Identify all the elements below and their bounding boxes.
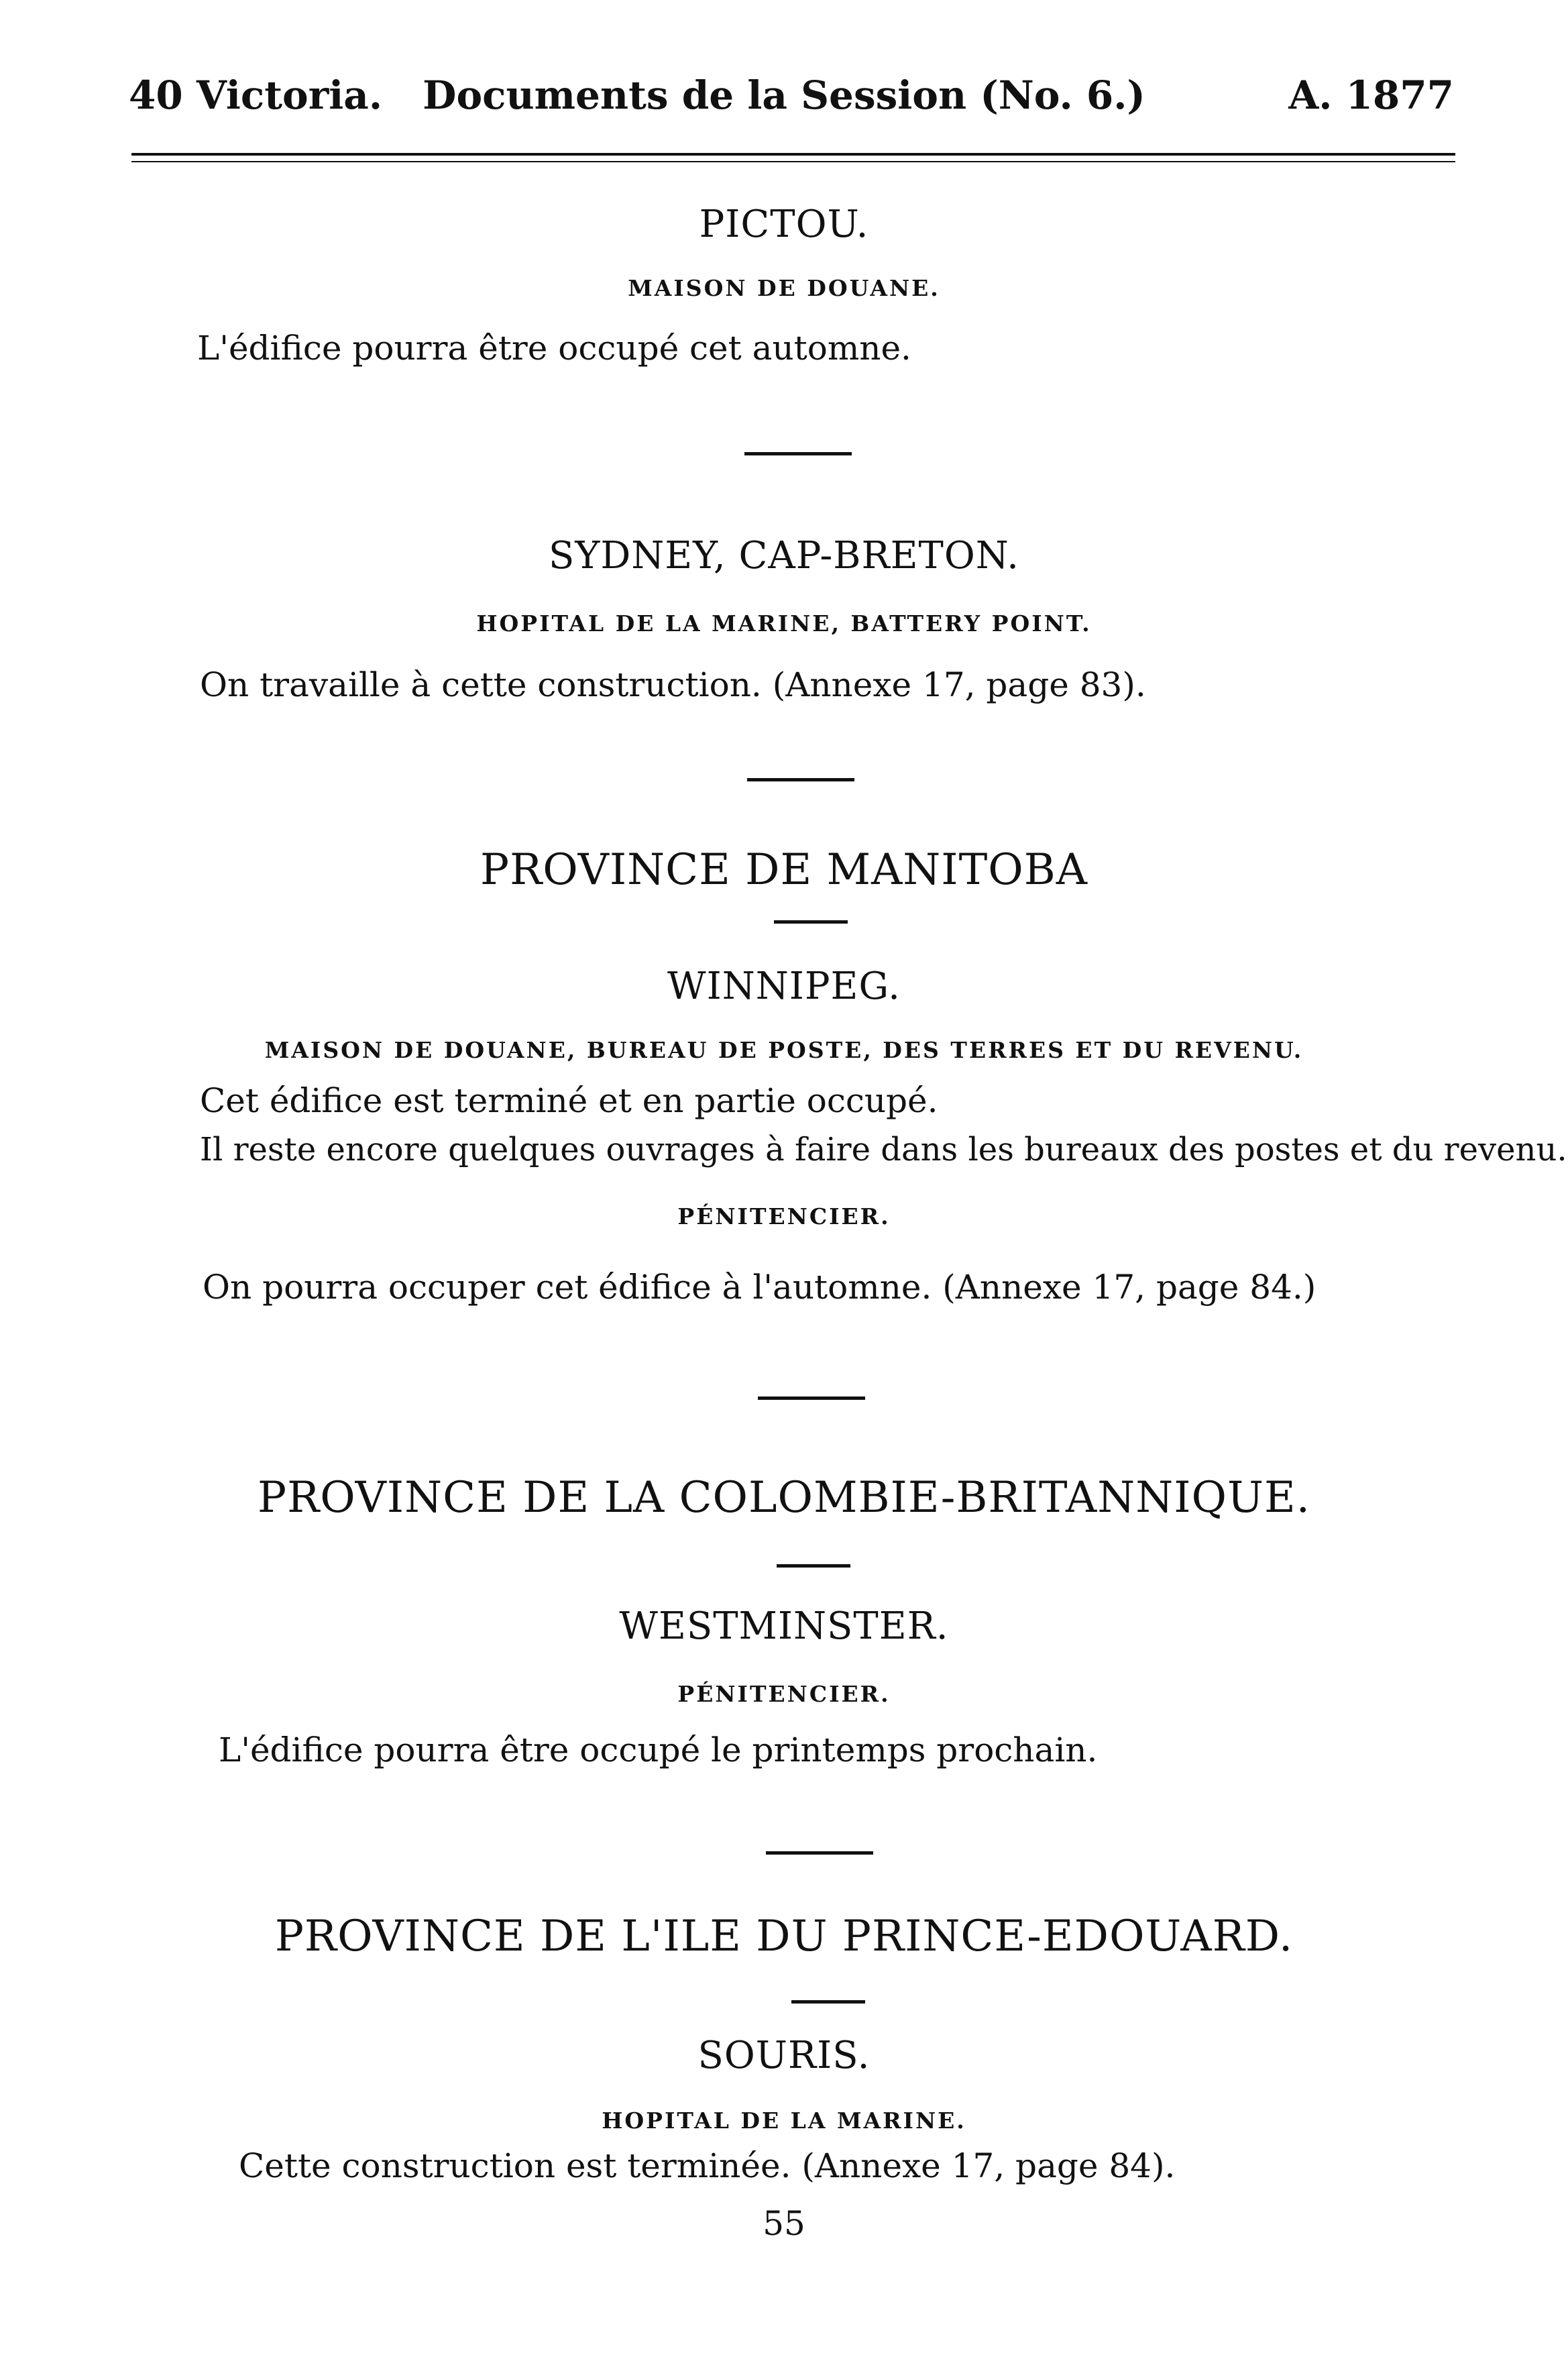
section-divider — [766, 1851, 873, 1855]
paragraph-winnipeg-1: Cet édifice est terminé et en partie occupé. — [200, 1081, 938, 1120]
paragraph-winnipeg-2: Il reste encore quelques ouvrages à faire dans les bureaux des postes et du revenu. — [200, 1131, 1567, 1168]
province-divider — [774, 920, 848, 924]
place-heading-sydney: SYDNEY, CAP-BRETON. — [549, 534, 1019, 578]
section-divider — [744, 452, 852, 455]
page-number: 55 — [763, 2204, 805, 2243]
place-heading-winnipeg: WINNIPEG. — [667, 965, 901, 1008]
province-divider — [777, 1564, 850, 1568]
province-divider — [791, 2000, 865, 2004]
place-heading-souris: SOURIS. — [697, 2034, 871, 2077]
header-year: A. 1877 — [1288, 72, 1454, 118]
subheading-penitencier-westminster: PÉNITENCIER. — [677, 1681, 891, 1707]
subheading-sydney: HOPITAL DE LA MARINE, BATTERY POINT. — [476, 610, 1092, 637]
paragraph-westminster: L'édifice pourra être occupé le printemps prochain. — [219, 1731, 1098, 1769]
subheading-winnipeg: MAISON DE DOUANE, BUREAU DE POSTE, DES TERRES ET DU REVENU. — [264, 1037, 1304, 1063]
section-divider — [758, 1396, 865, 1400]
paragraph-souris: Cette construction est terminée. (Annexe 17, page 84). — [239, 2146, 1176, 2185]
header-rule — [131, 153, 1455, 156]
paragraph-pictou: L'édifice pourra être occupé cet automne. — [197, 329, 911, 368]
subheading-souris: HOPITAL DE LA MARINE. — [602, 2107, 966, 2134]
province-heading-colombie-britannique: PROVINCE DE LA COLOMBIE-BRITANNIQUE. — [258, 1473, 1310, 1523]
province-heading-ile-du-prince-edouard: PROVINCE DE L'ILE DU PRINCE-EDOUARD. — [274, 1912, 1294, 1961]
subheading-pictou: MAISON DE DOUANE. — [628, 275, 940, 301]
header-session-volume: 40 Victoria. — [129, 72, 383, 118]
section-divider — [747, 778, 854, 781]
paragraph-sydney: On travaille à cette construction. (Annexe 17, page 83). — [200, 665, 1146, 704]
header-rule-thin — [131, 161, 1455, 162]
place-heading-pictou: PICTOU. — [699, 203, 869, 246]
subheading-penitencier-manitoba: PÉNITENCIER. — [677, 1203, 891, 1229]
place-heading-westminster: WESTMINSTER. — [619, 1604, 949, 1648]
paragraph-penitencier-manitoba: On pourra occuper cet édifice à l'automne. (Annexe 17, page 84.) — [203, 1268, 1317, 1307]
province-heading-manitoba: PROVINCE DE MANITOBA — [480, 845, 1088, 895]
header-title: Documents de la Session (No. 6.) — [423, 72, 1145, 118]
